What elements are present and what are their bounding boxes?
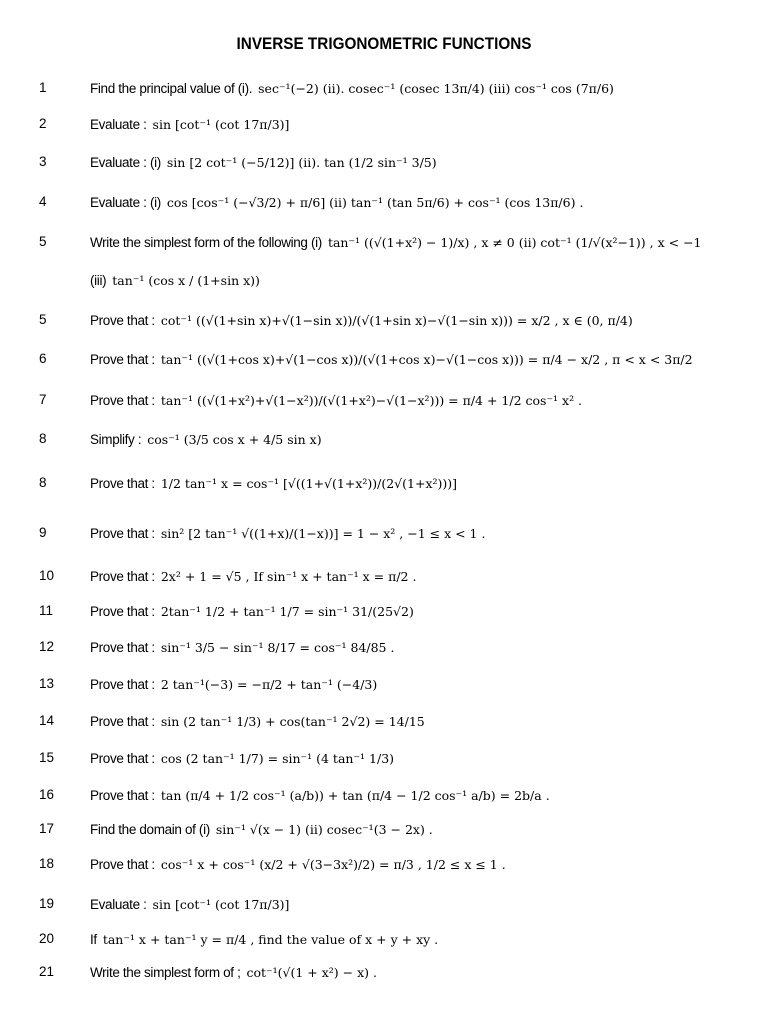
question-content [90, 188, 583, 216]
question-label: Write the simplest form of the following (i) [90, 234, 322, 250]
question-row [0, 74, 768, 102]
question-math: 1/2 tan⁻¹ x = cos⁻¹ [√((1+√(1+x²))/(2√(1+x²)))] [160, 475, 458, 491]
question-row [0, 148, 768, 176]
question-content [90, 306, 633, 334]
question-math: tan⁻¹ ((√(1+cos x)+√(1−cos x))/(√(1+cos x)−√(1−cos x))) = π/4 − x/2 , π < x < 3π/2 [160, 351, 693, 367]
question-math: cos⁻¹ (3/5 cos x + 4/5 sin x) [147, 431, 322, 447]
question-row [0, 306, 768, 334]
question-content [90, 386, 582, 414]
question-number: 21 [39, 964, 55, 979]
question-label: Prove that : [90, 525, 155, 541]
question-label: Prove that : [90, 312, 155, 328]
question-label: Evaluate : [90, 116, 147, 132]
question-math: sin⁻¹ √(x − 1) (ii) cosec⁻¹(3 − 2x) . [215, 821, 433, 837]
question-label: Prove that : [90, 750, 155, 766]
question-number: 5 [39, 234, 47, 249]
question-number: 8 [39, 431, 47, 446]
question-number: 3 [39, 154, 47, 169]
question-math: tan (π/4 + 1/2 cos⁻¹ (a/b)) + tan (π/4 − 1/2 cos⁻¹ a/b) = 2b/a . [160, 787, 550, 803]
question-math: cot⁻¹ ((√(1+sin x)+√(1−sin x))/(√(1+sin x)−√(1−sin x))) = x/2 , x ∈ (0, π/4) [160, 312, 633, 328]
question-content [90, 670, 377, 698]
question-row [0, 562, 768, 590]
question-label: Prove that : [90, 856, 155, 872]
question-row [0, 707, 768, 735]
question-row [0, 345, 768, 373]
question-content [90, 110, 289, 138]
question-math: tan⁻¹ ((√(1+x²)+√(1−x²))/(√(1+x²)−√(1−x²))) = π/4 + 1/2 cos⁻¹ x² . [160, 392, 583, 408]
question-row [0, 110, 768, 138]
question-label: Find the domain of (i) [90, 821, 210, 837]
question-row [0, 633, 768, 661]
question-content [90, 74, 614, 102]
question-content [90, 744, 394, 772]
question-number: 1 [39, 80, 47, 95]
question-label: Evaluate : (i) [90, 194, 161, 210]
question-number: 18 [39, 856, 55, 871]
question-label: Find the principal value of (i). [90, 80, 253, 96]
question-row [0, 597, 768, 625]
question-number: 11 [39, 603, 54, 618]
question-number: 5 [39, 312, 47, 327]
question-row [0, 519, 768, 547]
question-math: 2x² + 1 = √5 , If sin⁻¹ x + tan⁻¹ x = π/2 . [160, 568, 417, 584]
question-number: 4 [39, 194, 47, 209]
question-math: 2 tan⁻¹(−3) = −π/2 + tan⁻¹ (−4/3) [160, 676, 378, 692]
question-number: 6 [39, 351, 47, 366]
question-content [90, 958, 377, 986]
question-number: 8 [39, 475, 47, 490]
question-row [0, 781, 768, 809]
question-math: cos [cos⁻¹ (−√3/2) + π/6] (ii) tan⁻¹ (tan 5π/6) + cos⁻¹ (cos 13π/6) . [166, 194, 584, 210]
question-content [90, 266, 260, 294]
question-label: Prove that : [90, 676, 155, 692]
question-row [0, 744, 768, 772]
question-math: cot⁻¹(√(1 + x²) − x) . [246, 964, 377, 980]
question-row [0, 815, 768, 843]
question-number: 16 [39, 787, 55, 802]
question-label: Prove that : [90, 475, 155, 491]
question-number: 10 [39, 568, 55, 583]
question-number: 20 [39, 931, 55, 946]
question-content [90, 345, 693, 373]
question-number: 2 [39, 116, 47, 131]
question-math: 2tan⁻¹ 1/2 + tan⁻¹ 1/7 = sin⁻¹ 31/(25√2) [160, 603, 414, 619]
question-number: 9 [39, 525, 47, 540]
question-label: Prove that : [90, 787, 155, 803]
question-row [0, 425, 768, 453]
question-label: Prove that : [90, 713, 155, 729]
question-content [90, 707, 425, 735]
question-math: tan⁻¹ ((√(1+x²) − 1)/x) , x ≠ 0 (ii) cot⁻¹ (1/√(x²−1)) , x < −1 [327, 234, 702, 250]
question-label: Simplify : [90, 431, 142, 447]
question-number: 17 [39, 821, 55, 836]
question-content [90, 597, 414, 625]
page-title: INVERSE TRIGONOMETRIC FUNCTIONS [236, 34, 532, 53]
question-row [0, 266, 768, 294]
question-label: Prove that : [90, 603, 155, 619]
question-label: Evaluate : [90, 896, 147, 912]
question-content [90, 633, 394, 661]
question-label: Write the simplest form of ; [90, 964, 241, 980]
question-row [0, 958, 768, 986]
question-content [90, 850, 506, 878]
question-content [90, 228, 702, 256]
question-label: Prove that : [90, 392, 155, 408]
question-math: cos (2 tan⁻¹ 1/7) = sin⁻¹ (4 tan⁻¹ 1/3) [160, 750, 395, 766]
question-content [90, 815, 433, 843]
question-content [90, 781, 550, 809]
question-label: Prove that : [90, 639, 155, 655]
question-content [90, 425, 322, 453]
question-label: (iii) [90, 272, 107, 288]
question-row [0, 469, 768, 497]
question-content [90, 469, 457, 497]
question-row [0, 850, 768, 878]
question-math: sin⁻¹ 3/5 − sin⁻¹ 8/17 = cos⁻¹ 84/85 . [160, 639, 395, 655]
question-row [0, 925, 768, 953]
question-label: If [90, 931, 97, 947]
question-content [90, 519, 485, 547]
question-math: sin [cot⁻¹ (cot 17π/3)] [152, 116, 290, 132]
question-number: 14 [39, 713, 55, 728]
question-content [90, 562, 416, 590]
question-math: sin [2 cot⁻¹ (−5/12)] (ii). tan (1/2 sin⁻¹ 3/5) [166, 154, 437, 170]
question-row [0, 890, 768, 918]
question-label: Prove that : [90, 351, 155, 367]
question-content [90, 148, 437, 176]
question-math: tan⁻¹ x + tan⁻¹ y = π/4 , find the value of x + y + xy . [102, 931, 439, 947]
question-math: cos⁻¹ x + cos⁻¹ (x/2 + √(3−3x²)/2) = π/3 , 1/2 ≤ x ≤ 1 . [160, 856, 506, 872]
question-math: sin² [2 tan⁻¹ √((1+x)/(1−x))] = 1 − x² , −1 ≤ x < 1 . [160, 525, 486, 541]
question-label: Evaluate : (i) [90, 154, 161, 170]
question-label: Prove that : [90, 568, 155, 584]
question-number: 7 [39, 392, 47, 407]
question-math: tan⁻¹ (cos x / (1+sin x)) [112, 272, 260, 288]
question-number: 12 [39, 639, 55, 654]
question-number: 13 [39, 676, 55, 691]
question-content [90, 890, 289, 918]
question-row [0, 228, 768, 256]
question-row [0, 386, 768, 414]
question-content [90, 925, 438, 953]
question-row [0, 188, 768, 216]
question-math: sin (2 tan⁻¹ 1/3) + cos(tan⁻¹ 2√2) = 14/15 [160, 713, 425, 729]
question-number: 19 [39, 896, 55, 911]
question-number: 15 [39, 750, 55, 765]
question-row [0, 670, 768, 698]
question-math: sec⁻¹(−2) (ii). cosec⁻¹ (cosec 13π/4) (iii) cos⁻¹ cos (7π/6) [258, 80, 614, 96]
question-math: sin [cot⁻¹ (cot 17π/3)] [152, 896, 290, 912]
